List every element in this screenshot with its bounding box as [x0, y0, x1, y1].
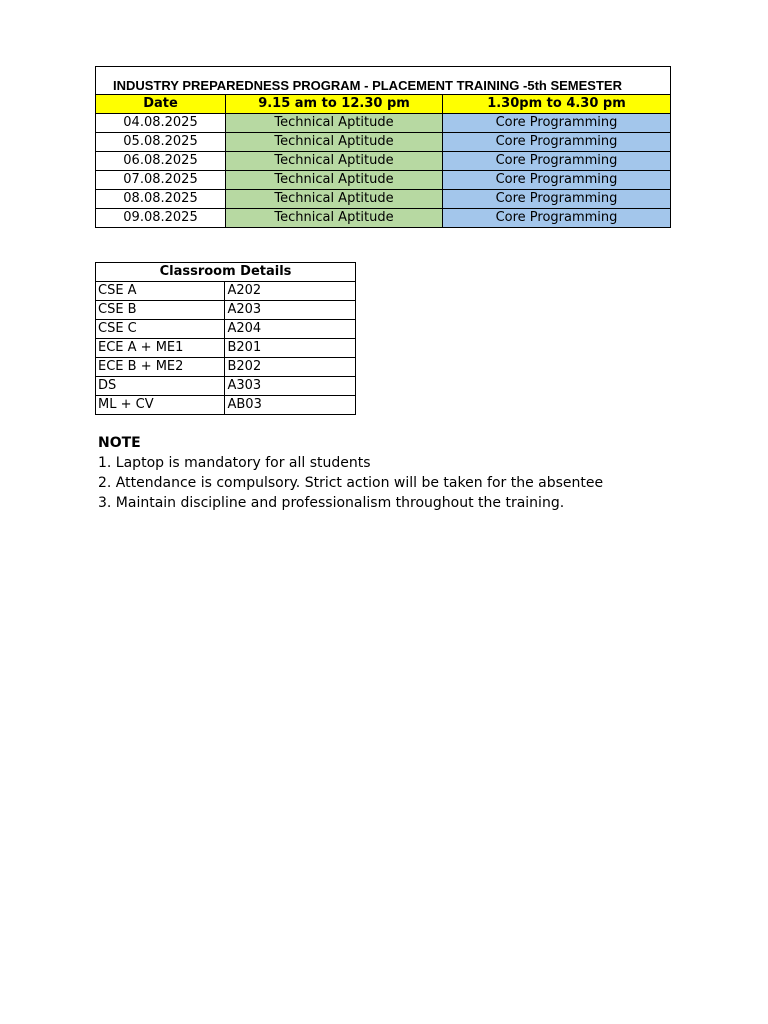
notes-section [98, 433, 603, 513]
notes-heading: NOTE [98, 435, 141, 451]
header-morning-session: 9.15 am to 12.30 pm [226, 95, 443, 114]
class-group: ECE A + ME1 [96, 339, 225, 358]
room-number: B202 [225, 358, 356, 377]
afternoon-session: Core Programming [443, 171, 671, 190]
classroom-row [96, 282, 356, 301]
classroom-details-table [95, 262, 356, 415]
room-number: B201 [225, 339, 356, 358]
schedule-row [96, 133, 671, 152]
schedule-header-row [96, 95, 671, 114]
afternoon-session: Core Programming [443, 152, 671, 171]
classroom-title-row [96, 263, 356, 282]
training-schedule-table [95, 66, 671, 228]
afternoon-session: Core Programming [443, 114, 671, 133]
afternoon-session: Core Programming [443, 133, 671, 152]
classroom-row [96, 358, 356, 377]
schedule-row [96, 171, 671, 190]
classroom-row [96, 339, 356, 358]
morning-session: Technical Aptitude [226, 152, 443, 171]
schedule-row [96, 152, 671, 171]
room-number: A202 [225, 282, 356, 301]
morning-session: Technical Aptitude [226, 133, 443, 152]
schedule-title-row [96, 67, 671, 95]
class-group: CSE C [96, 320, 225, 339]
room-number: A204 [225, 320, 356, 339]
note-item: 2. Attendance is compulsory. Strict action will be taken for the absentee [98, 475, 604, 491]
schedule-row [96, 209, 671, 228]
morning-session: Technical Aptitude [226, 190, 443, 209]
class-group: DS [96, 377, 225, 396]
schedule-date: 06.08.2025 [96, 152, 226, 171]
schedule-date: 09.08.2025 [96, 209, 226, 228]
morning-session: Technical Aptitude [226, 171, 443, 190]
classroom-row [96, 377, 356, 396]
schedule-date: 08.08.2025 [96, 190, 226, 209]
schedule-date: 07.08.2025 [96, 171, 226, 190]
classroom-row [96, 396, 356, 415]
classroom-title: Classroom Details [96, 263, 356, 282]
room-number: A203 [225, 301, 356, 320]
class-group: ML + CV [96, 396, 225, 415]
note-item: 3. Maintain discipline and professionalism throughout the training. [98, 495, 565, 511]
note-item: 1. Laptop is mandatory for all students [98, 455, 371, 471]
room-number: AB03 [225, 396, 356, 415]
morning-session: Technical Aptitude [226, 209, 443, 228]
schedule-row [96, 190, 671, 209]
header-afternoon-session: 1.30pm to 4.30 pm [443, 95, 671, 114]
schedule-date: 04.08.2025 [96, 114, 226, 133]
afternoon-session: Core Programming [443, 190, 671, 209]
classroom-row [96, 320, 356, 339]
schedule-title: INDUSTRY PREPAREDNESS PROGRAM - PLACEMENT TRAINING -5th SEMESTER [96, 67, 671, 95]
class-group: CSE B [96, 301, 225, 320]
class-group: ECE B + ME2 [96, 358, 225, 377]
classroom-row [96, 301, 356, 320]
afternoon-session: Core Programming [443, 209, 671, 228]
header-date: Date [96, 95, 226, 114]
morning-session: Technical Aptitude [226, 114, 443, 133]
room-number: A303 [225, 377, 356, 396]
schedule-date: 05.08.2025 [96, 133, 226, 152]
schedule-row [96, 114, 671, 133]
class-group: CSE A [96, 282, 225, 301]
